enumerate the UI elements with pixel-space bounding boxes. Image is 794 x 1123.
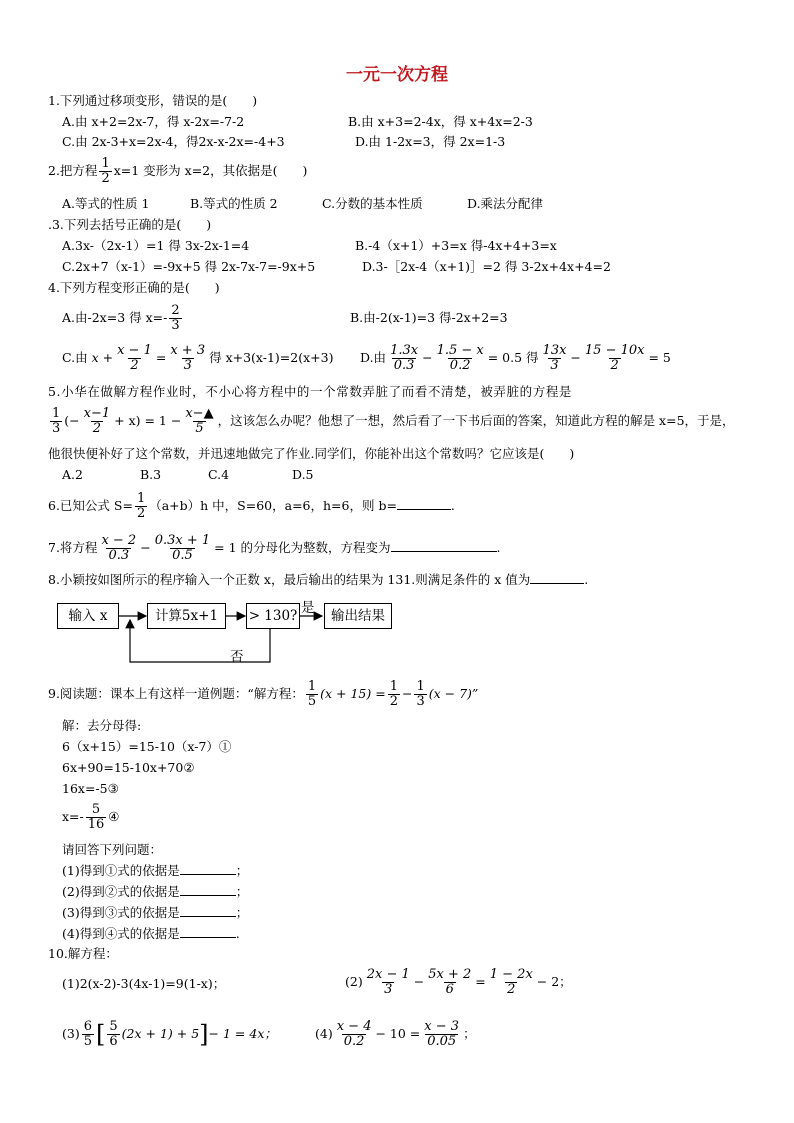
q9-step-1: 6（x+15）=15-10（x-7）①	[62, 739, 232, 754]
q9-part-4: (4)得到④式的依据是 .	[62, 926, 240, 941]
flow-input-box: 输入 x	[57, 603, 119, 629]
q1-stem: 1.下列通过移项变形，错误的是( )	[48, 93, 258, 108]
q1-option-b: B.由 x+3=2-4x，得 x+4x=2-3	[348, 114, 533, 129]
q3-option-a: A.3x-（2x-1）=1 得 3x-2x-1=4	[62, 238, 250, 253]
q10-equation-4: (4) $\frac{x - 4}{0.2}$ − 10 = $\frac{x - 3}{0.05}$ ；	[315, 1019, 476, 1049]
flow-yes-label: 是	[301, 600, 315, 616]
q5-option-a: A.2	[62, 467, 83, 482]
q9-step-4: x=- $\frac{5}{16}$ ④	[62, 802, 120, 832]
q3-stem: .3.下列去括号正确的是( )	[48, 217, 212, 232]
q2-option-a: A.等式的性质 1	[62, 196, 150, 211]
flow-no-label: 否	[230, 649, 244, 665]
q9-part-3: (3)得到③式的依据是 ；	[62, 905, 249, 920]
q10-equation-2: (2) $\frac{2x - 1}{3}$ − $\frac{5x + 2}{6}$ = $\frac{1 - 2x}{2}$ − 2；	[345, 967, 572, 997]
q9-blank-4[interactable]	[180, 925, 236, 938]
q9-solution-label: 解：去分母得:	[62, 718, 142, 733]
flow-output-box: 输出结果	[324, 603, 392, 629]
flow-compute-box: 计算5x+1	[147, 603, 226, 629]
q9-blank-3[interactable]	[180, 904, 236, 917]
q10-stem: 10.解方程：	[48, 946, 118, 961]
q10-equation-3: (3) $\frac{6}{5}$ [ $\frac{5}{6}$ (2x + 1) + 5]− 1 = 4x；	[62, 1019, 277, 1049]
q9-step-3: 16x=-5③	[62, 781, 119, 796]
q5-line1: 5.小华在做解方程作业时，不小心将方程中的一个常数弄脏了而看不清楚，被弄脏的方程是	[48, 384, 573, 399]
page-title: 一元一次方程	[346, 65, 448, 85]
q5-option-c: C.4	[208, 467, 230, 482]
q2-stem: 2.把方程 $\frac{1}{2}$ x=1 变形为 x=2，其依据是( )	[48, 156, 308, 186]
q9-question-prompt: 请回答下列问题：	[62, 842, 163, 857]
q1-option-c: C.由 2x-3+x=2x-4，得2x-x-2x=-4+3	[62, 134, 285, 149]
q9-blank-1[interactable]	[180, 862, 236, 875]
q6-stem: 6.已知公式 S= $\frac{1}{2}$ （a+b）h 中，S=60，a=6，h=6，则 b= .	[48, 491, 455, 521]
q4-option-b: B.由-2(x-1)=3 得-2x+2=3	[350, 310, 508, 325]
q5-line3: 他很快便补好了这个常数，并迅速地做完了作业.同学们，你能补出这个常数吗？它应该是( )	[48, 446, 575, 461]
q9-part-1: (1)得到①式的依据是 ；	[62, 863, 249, 878]
q3-option-c: C.2x+7（x-1）=-9x+5 得 2x-7x-7=-9x+5	[62, 259, 316, 274]
flow-condition-box: > 130?	[246, 603, 300, 629]
q1-option-a: A.由 x+2=2x-7，得 x-2x=-7-2	[62, 114, 245, 129]
q4-stem: 4.下列方程变形正确的是( )	[48, 280, 220, 295]
q9-stem: 9.阅读题：课本上有这样一道例题：“解方程： $\frac{1}{5}$ (x + 15) = $\frac{1}{2}$ − $\frac{1}{3}$ (x − 7)”	[48, 679, 479, 709]
q5-option-b: B.3	[140, 467, 162, 482]
q9-step-2: 6x+90=15-10x+70②	[62, 760, 195, 775]
q2-option-c: C.分数的基本性质	[322, 196, 423, 211]
q9-blank-2[interactable]	[180, 883, 236, 896]
q3-option-d: D.3-［2x-4（x+1)］=2 得 3-2x+4x+4=2	[362, 259, 611, 274]
q10-equation-1: (1)2(x-2)-3(4x-1)=9(1-x)；	[62, 976, 226, 991]
q3-option-b: B.-4（x+1）+3=x 得-4x+4+3=x	[355, 238, 557, 253]
q2-option-d: D.乘法分配律	[467, 196, 544, 211]
q5-line2: $\frac{1}{3}$ (− $\frac{x-1}{2}$ + x) = 1 − $\frac{x-▲}{5}$ ，这该怎么办呢？他想了一想，然后看了一下书后面的答案，知道此方程的解是 x=5，于是，	[52, 406, 735, 436]
q7-stem: 7.将方程 $\frac{x - 2}{0.3}$ − $\frac{0.3x + 1}{0.5}$ = 1 的分母化为整数，方程变为 .	[48, 533, 501, 563]
q2-option-b: B.等式的性质 2	[190, 196, 278, 211]
q4-option-d: D.由 $\frac{1.3x}{0.3}$ − $\frac{1.5 - x}{0.2}$ = 0.5 得 $\frac{13x}{3}$ − $\frac{15 - 10x}{2}$ = 5	[360, 343, 671, 373]
q4-option-c: C.由 x + $\frac{x - 1}{2}$ = $\frac{x + 3}{3}$ 得 x+3(x-1)=2(x+3)	[62, 343, 334, 373]
q1-option-d: D.由 1-2x=3，得 2x=1-3	[355, 134, 506, 149]
q9-part-2: (2)得到②式的依据是 ；	[62, 884, 249, 899]
q5-option-d: D.5	[292, 467, 314, 482]
q4-option-a: A.由-2x=3 得 x=- $\frac{2}{3}$	[62, 303, 180, 333]
q8-stem: 8.小颖按如图所示的程序输入一个正数 x，最后输出的结果为 131.则满足条件的 x 值为 .	[48, 572, 589, 587]
q2-fraction: $\frac{1}{2}$	[101, 156, 110, 186]
